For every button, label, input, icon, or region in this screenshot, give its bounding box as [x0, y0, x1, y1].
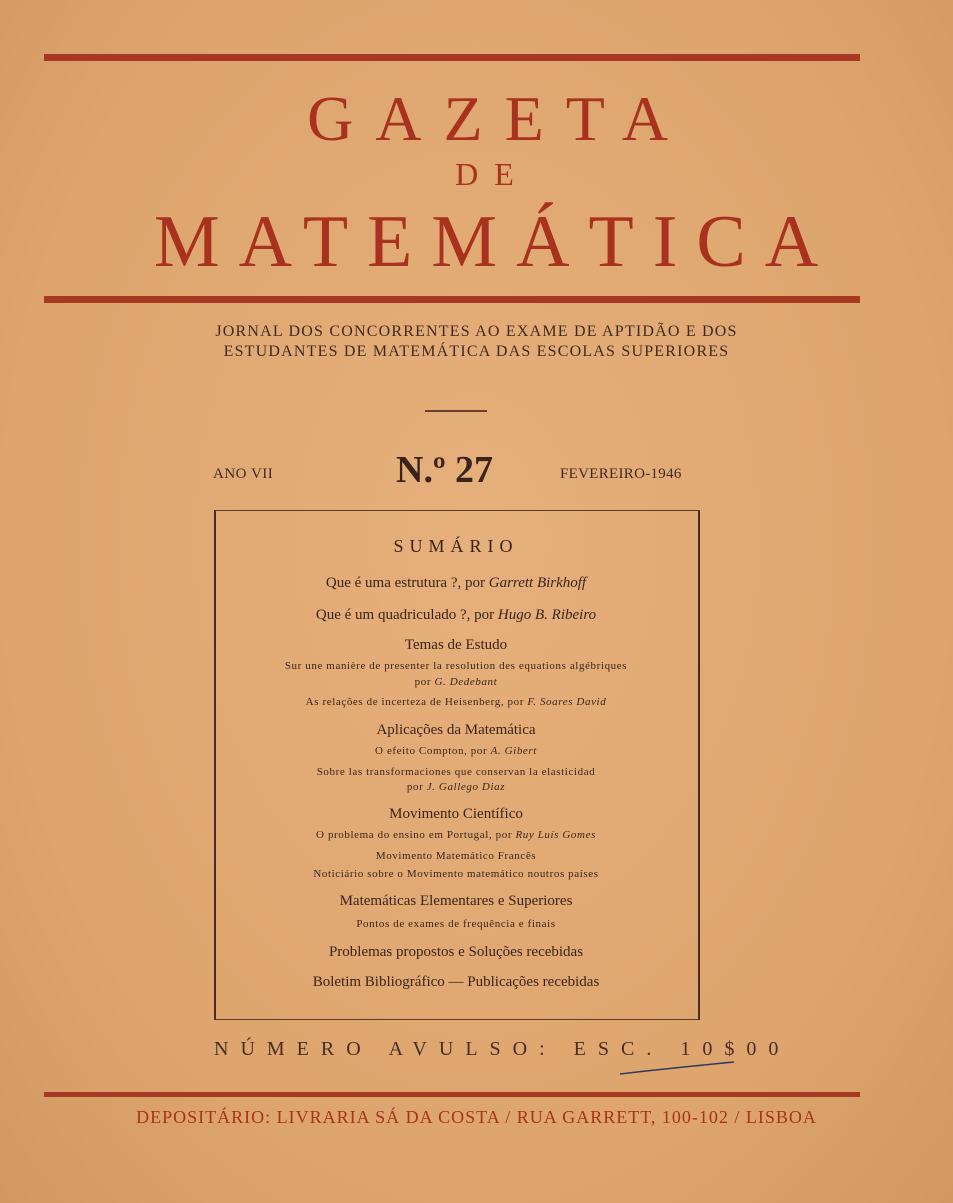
section-aplicacoes: Aplicações da Matemática [376, 722, 536, 738]
section-4-line-1: Pontos de exames de frequência e finais [356, 918, 556, 930]
section-1-line-3 [214, 696, 698, 708]
issue-year: ANO VII [213, 466, 274, 482]
section-1-line-3-text: As relações de incerteza de Heisenberg, por [305, 696, 524, 708]
summary-item-2 [214, 607, 698, 624]
section-matematicas-elementares: Matemáticas Elementares e Superiores [339, 893, 573, 909]
title-de: DE [455, 156, 530, 192]
section-2-line-2: Sobre las transformaciones que conservan la elasticidad [316, 766, 596, 778]
subtitle-line-2: ESTUDANTES DE MATEMÁTICA DAS ESCOLAS SUPERIORES [223, 343, 730, 360]
section-1-line-2-text: por [414, 676, 432, 688]
summary-item-1-author: Garrett Birkhoff [488, 575, 587, 591]
summary-item-1 [214, 575, 698, 592]
section-temas-de-estudo: Temas de Estudo [404, 637, 508, 653]
section-3-line-1-author: Ruy Luís Gomes [515, 829, 596, 841]
pen-stroke-mark [618, 1058, 738, 1078]
footer-rule [44, 1092, 860, 1097]
section-3-line-2: Movimento Matemático Francês [375, 850, 537, 862]
title-matematica: MATEMÁTICA [153, 201, 838, 283]
section-2-line-1 [214, 745, 698, 757]
section-2-line-1-author: A. Gibert [490, 745, 537, 757]
section-1-line-3-author: F. Soares David [527, 696, 607, 708]
section-2-line-3-author: J. Gallego Diaz [426, 781, 506, 793]
title-bottom-rule [44, 296, 860, 303]
section-problemas: Problemas propostos e Soluções recebidas [328, 944, 584, 960]
summary-item-2-text: Que é um quadriculado ?, por [315, 607, 495, 623]
summary-item-2-author: Hugo B. Ribeiro [497, 607, 597, 623]
summary-item-1-text: Que é uma estrutura ?, por [325, 575, 485, 591]
summary-heading: SUMÁRIO [393, 536, 519, 556]
subtitle-line-1: JORNAL DOS CONCORRENTES AO EXAME DE APTIDÃO E DOS [215, 323, 738, 340]
issue-date: FEVEREIRO-1946 [560, 466, 682, 482]
section-2-line-3 [214, 781, 698, 793]
section-2-line-1-text: O efeito Compton, por [375, 745, 488, 757]
section-3-line-3: Noticiário sobre o Movimento matemático noutros países [313, 868, 599, 880]
section-boletim: Boletim Bibliográfico — Publicações recebidas [312, 974, 600, 990]
top-rule [44, 54, 860, 61]
section-3-line-1 [214, 829, 698, 841]
issue-number: N.º 27 [396, 449, 493, 491]
section-1-line-2-author: G. Dedebant [434, 676, 498, 688]
short-divider [425, 410, 487, 412]
title-gazeta: GAZETA [307, 83, 690, 154]
section-1-line-1: Sur une manière de presenter la resolution des equations algébriques [284, 660, 628, 672]
section-3-line-1-text: O problema do ensino em Portugal, por [316, 829, 513, 841]
section-2-line-3-text: por [406, 781, 424, 793]
price-line: NÚMERO AVULSO: ESC. 10$00 [214, 1038, 791, 1060]
section-1-line-2 [214, 676, 698, 688]
footer-depositario: DEPOSITÁRIO: LIVRARIA SÁ DA COSTA / RUA GARRETT, 100-102 / LISBOA [136, 1107, 817, 1127]
section-movimento-cientifico: Movimento Científico [389, 806, 523, 822]
